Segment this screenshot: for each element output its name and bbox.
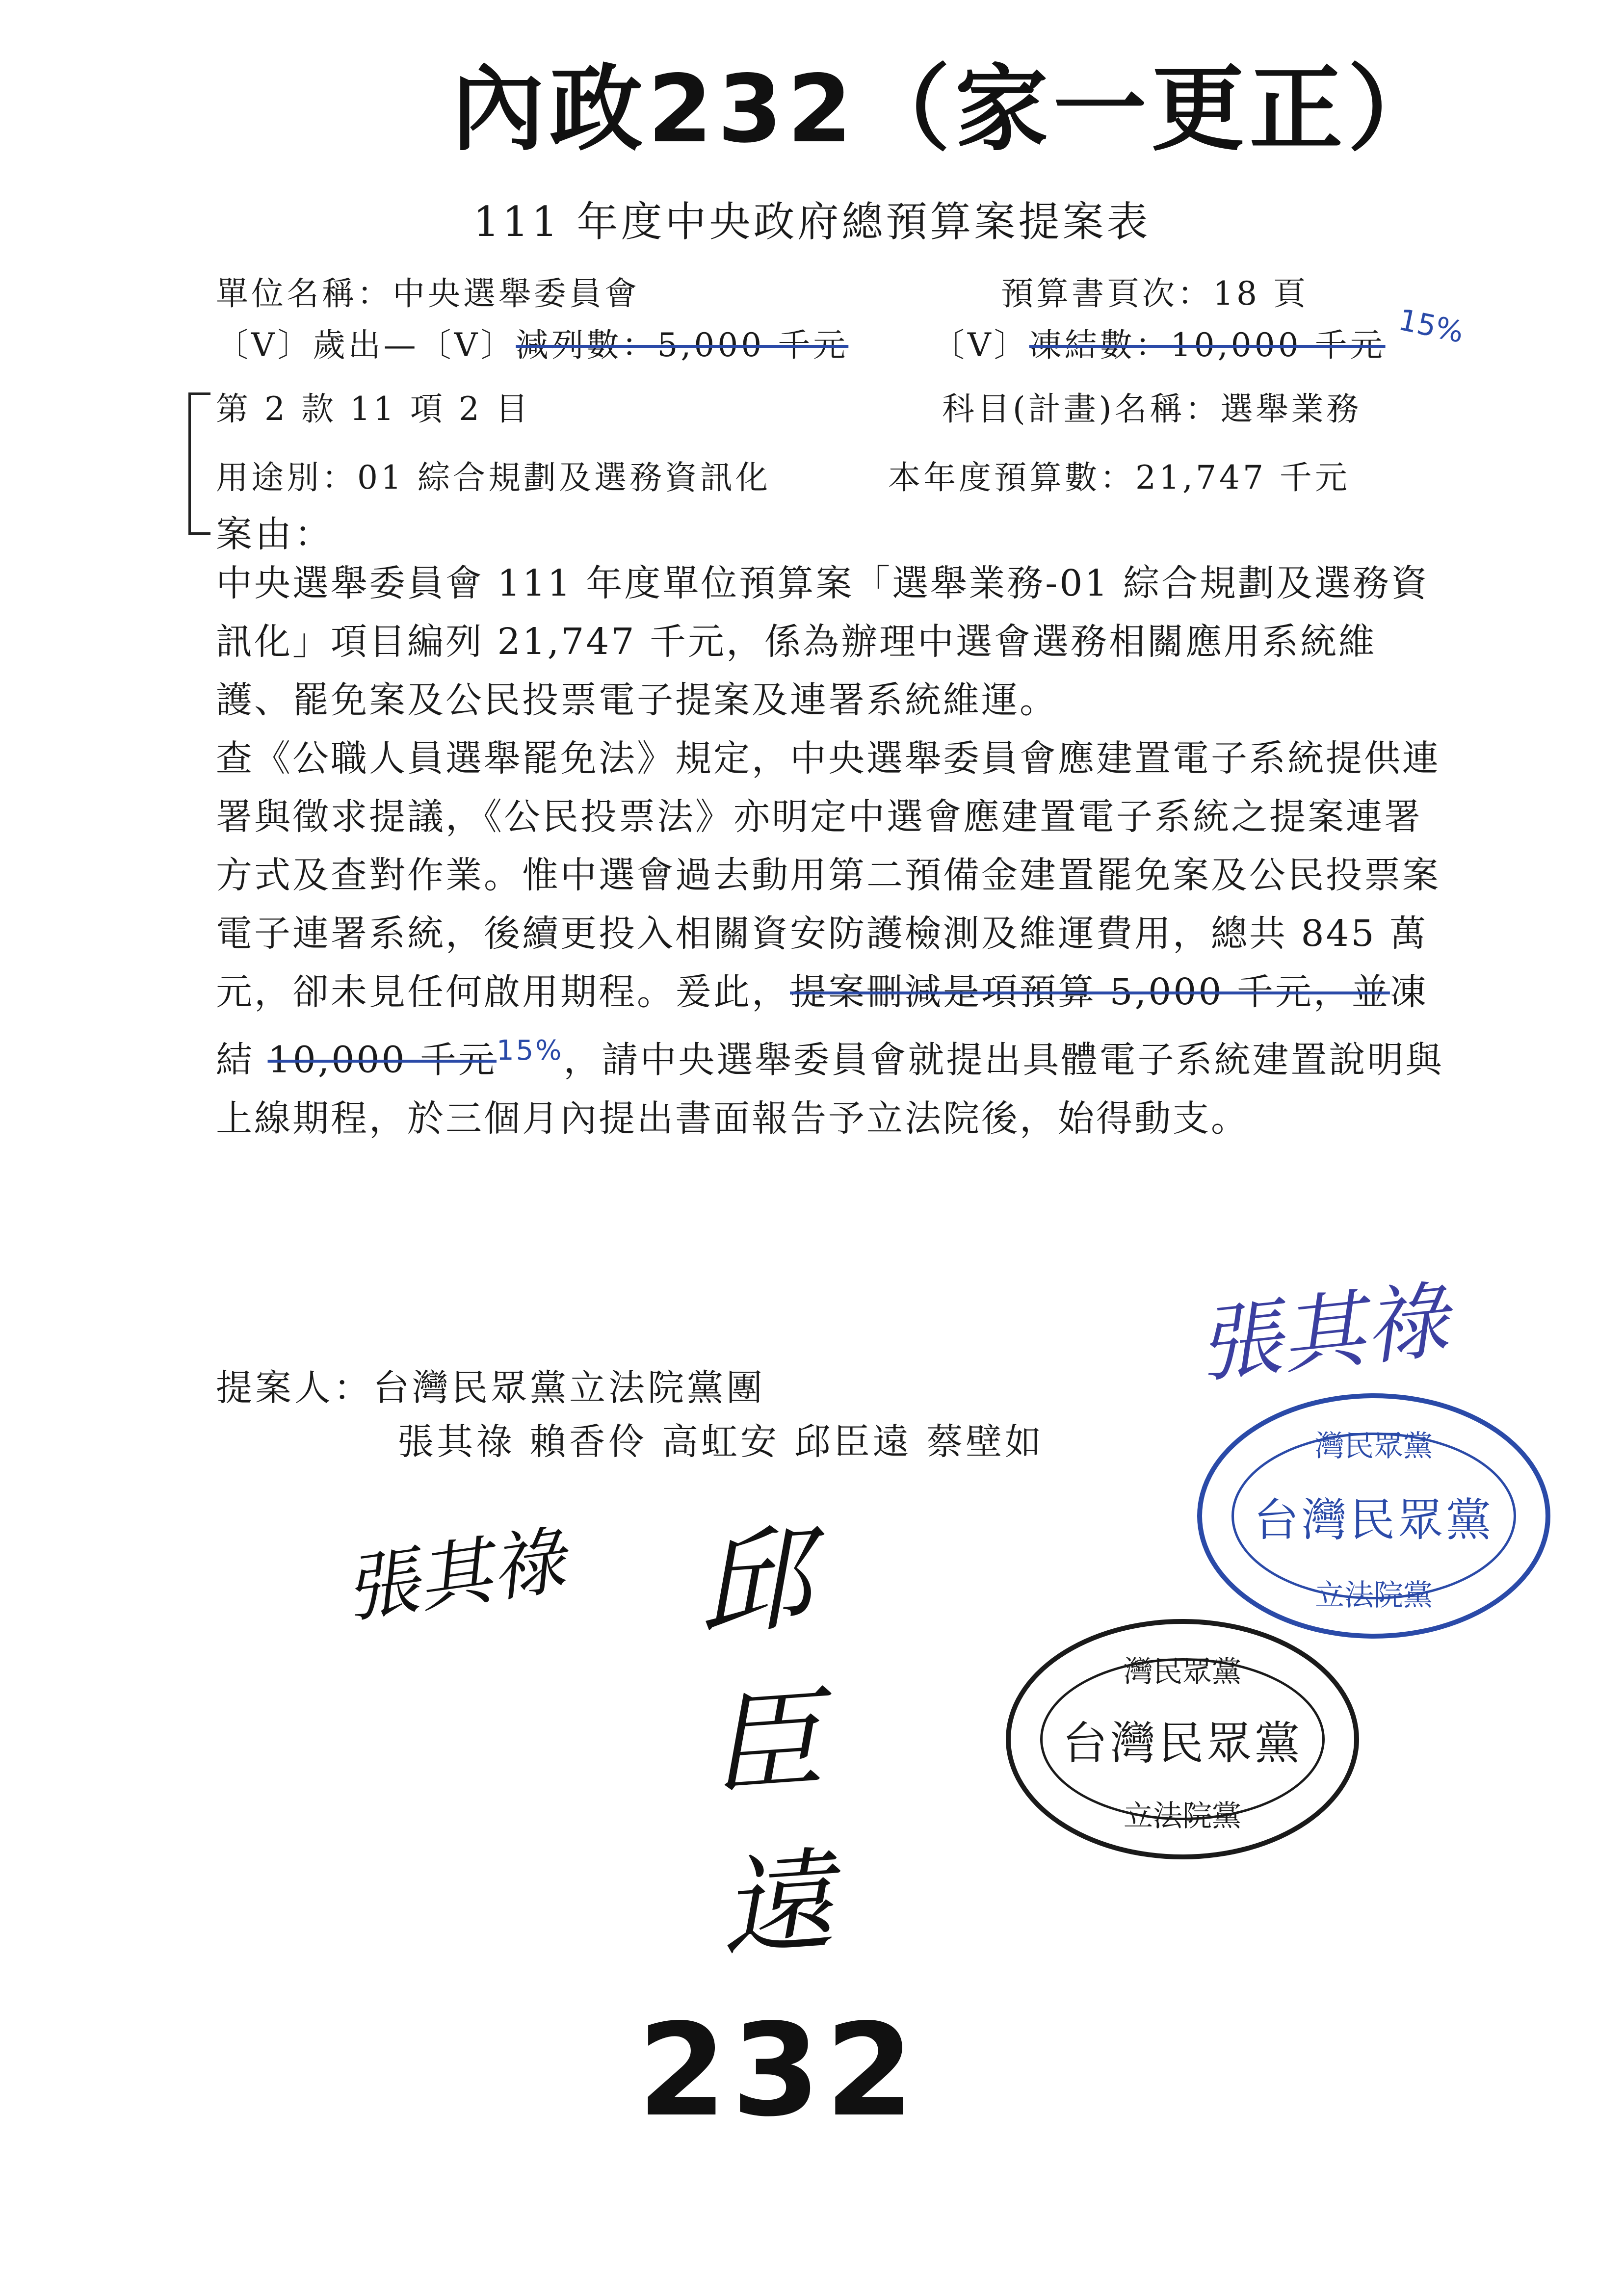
body-text-segment: ，請中央選舉委員會就提出具體電子系統建置說明與上線期程，於三個月內提出書面報告予立法院後，始得動支。	[216, 1039, 1444, 1140]
item-number: 第 2 款 11 項 2 目	[216, 390, 531, 428]
body-text-segment: 查《公職人員選舉罷免法》規定，中央選舉委員會應建置電子系統提供連署與徵求提議，《公民投票法》亦明定中選會應建置電子系統之提案連署方式及查對作業。惟中選會過去動用第二預備金建置罷免案及公民投票案電子連署系統，後續更投入相關資安防護檢測及維運費用，總共 845 萬元，卻未見任何啟用期程。爰此，	[216, 737, 1441, 1013]
subject-name: 科目(計畫)名稱：選舉業務	[942, 390, 1362, 428]
expense-reduction-line	[216, 319, 848, 365]
freeze-line	[932, 319, 1386, 365]
body-text-segment: 凍結	[216, 971, 1428, 1081]
freeze-handwritten-note: 15%	[1395, 302, 1467, 350]
page-reference: 預算書頁次：18 頁	[1001, 275, 1309, 313]
seal-center-text: 台灣民眾黨	[1062, 1717, 1303, 1770]
item-bracket	[188, 392, 210, 535]
page-title: 111 年度中央政府總預算案提案表	[473, 198, 1151, 246]
seal-bottom-text: 立法院黨	[1315, 1578, 1433, 1613]
seal-center-text: 台灣民眾黨	[1253, 1494, 1494, 1546]
unit-name: 單位名稱：中央選舉委員會	[216, 275, 640, 313]
seal-top-text: 灣民眾黨	[1124, 1655, 1241, 1689]
party-seal-blue	[1197, 1393, 1550, 1639]
party-seal-black	[1006, 1619, 1359, 1859]
handwritten-header-note: 內政232（家一更正）	[451, 55, 1446, 163]
proposer-label: 提案人：台灣民眾黨立法院黨團	[216, 1367, 765, 1409]
body-paragraph-1: 中央選舉委員會 111 年度單位預算案「選舉業務-01 綜合規劃及選務資訊化」項目編列 21,747 千元，係為辦理中選會選務相關應用系統維護、罷免案及公民投票電子提案及連署系統維運。	[216, 562, 1429, 721]
handwritten-page-number: 232	[638, 1997, 919, 2145]
annual-budget: 本年度預算數：21,747 千元	[888, 459, 1350, 496]
usage-type: 用途別：01 綜合規劃及選務資訊化	[216, 459, 771, 496]
reduction-amount-struck: 減列數：5,000 千元	[516, 326, 849, 364]
expense-checkbox-label: 〔V〕歲出—〔V〕	[216, 326, 516, 364]
signature-3: 邱臣遠	[693, 1513, 838, 1975]
signature-1: 張其祿	[1193, 1272, 1453, 1395]
seal-top-text: 灣民眾黨	[1315, 1429, 1433, 1463]
struck-deletion-text: 提案刪減是項預算 5,000 千元，並	[790, 971, 1390, 1013]
freeze-amount-struck: 凍結數：10,000 千元	[1029, 326, 1386, 364]
reason-label: 案由：	[216, 513, 334, 555]
proposer-names: 張其祿 賴香伶 高虹安 邱臣遠 蔡壁如	[397, 1421, 1045, 1463]
body-paragraph-2	[216, 730, 1452, 1148]
handwritten-percent-note: 15%	[496, 1035, 564, 1067]
freeze-checkbox-label: 〔V〕	[932, 326, 1029, 364]
proposal-body	[216, 554, 1452, 1148]
seal-bottom-text: 立法院黨	[1124, 1799, 1241, 1833]
struck-freeze-amount: 10,000 千元	[267, 1039, 497, 1081]
signature-2: 張其祿	[340, 1518, 570, 1634]
